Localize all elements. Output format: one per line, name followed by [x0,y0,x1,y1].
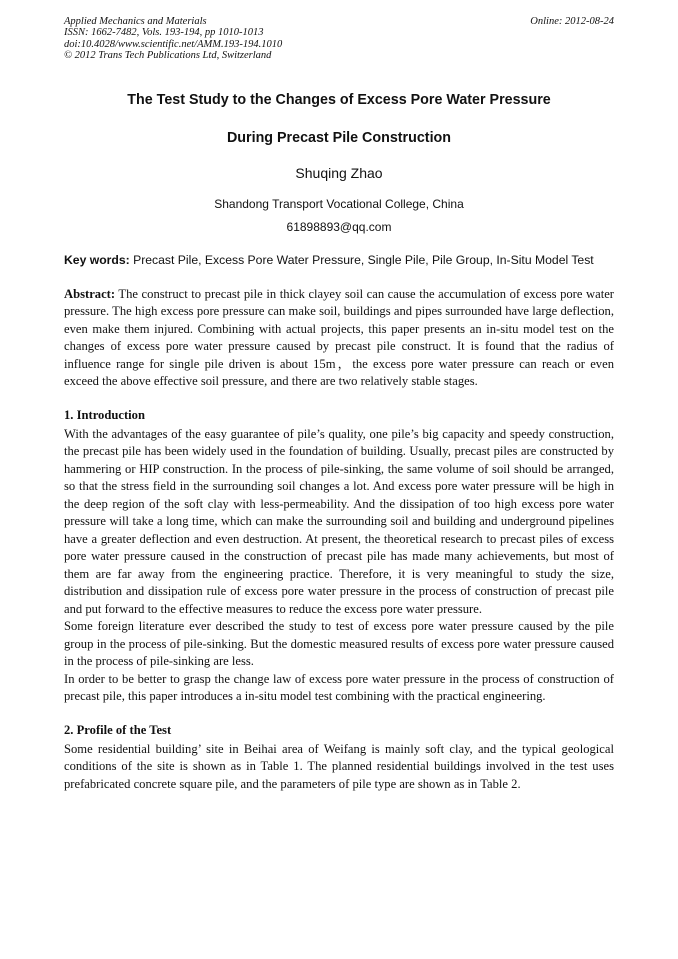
author-email: 61898893@qq.com [286,219,392,234]
section-heading-profile: 2. Profile of the Test [64,722,172,737]
journal-header [64,16,614,62]
keywords [64,253,614,267]
copyright-line: © 2012 Trans Tech Publications Ltd, Switzerland [64,50,272,62]
issn-line: ISSN: 1662-7482, Vols. 193-194, pp 1010-1013 [64,27,264,39]
abstract [64,286,614,391]
journal-name: Applied Mechanics and Materials [64,16,207,27]
intro-paragraph-1: With the advantages of the easy guarantee of pile’s quality, one pile’s big capacity and speedy construction, the precast pile has been widely used in the foundation of building. Usually, precast piles are constructed by hammering or HIP construction. In the process of pile-sinking, the same volume of soil should be arranged, so that the stress field in the surrounding soil changes a lot. And excess pore water pressure will be high in the deep region of the soft clay with less-permeability. And the dissipation of too high excess pore water pressure will take a long time, which can make the surrounding soil and building and underground pipelines have a greater deflection and even destruction. At present, the theoretical research to precast piles of excess pore water pressure caused in the construction of precast pile has made many achievements, but most of them are far away from the engineering practice. Therefore, it is very meaningful to study the size, distribution and dissipation rule of excess pore water pressure in the process of construction of precast pile and put forward to the effective measures to reduce the excess pore water pressure. [64,426,614,616]
paper-title-line-1: The Test Study to the Changes of Excess Pore Water Pressure [127,91,551,108]
online-date: Online: 2012-08-24 [530,16,614,27]
intro-paragraph-2: Some foreign literature ever described the study to test of excess pore water pressure caused by the pile group in the process of pile-sinking. But the domestic measured results of excess pore water pressure caused in the process of pile-sinking are less. [64,619,614,669]
abstract-text: The construct to precast pile in thick clayey soil can cause the accumulation of excess pore water pressure. The high excess pore pressure can make soil, buildings and pipes surrounded have large deflection, even make them injured. Combining with actual projects, this paper presents an in-situ model test on the changes of excess pore water pressure caused by precast pile construct. It is found that the radius of influence range for single pile driven is about 15m，the excess pore water pressure can reach or even exceed the above effective soil pressure, and there are two relatively stable stages. [64,286,614,389]
abstract-label: Abstract: [64,286,116,301]
section-heading-introduction: 1. Introduction [64,407,145,422]
author-name: Shuqing Zhao [295,164,383,181]
keywords-label: Key words: [64,252,130,267]
profile-paragraph-1: Some residential building’ site in Beihai area of Weifang is mainly soft clay, and the typical geological conditions of the site is shown as in Table 1. The planned residential buildings involved in the test uses prefabricated concrete square pile, and the parameters of pile type are shown as in Table 2. [64,741,614,791]
doi-line: doi:10.4028/www.scientific.net/AMM.193-194.1010 [64,38,283,50]
author-affiliation: Shandong Transport Vocational College, China [214,196,464,211]
paper-title-line-2: During Precast Pile Construction [226,129,452,146]
intro-paragraph-3: In order to be better to grasp the change law of excess pore water pressure in the process of construction of precast pile, this paper introduces a in-situ model test combining with the practical engineering. [64,671,614,704]
keywords-text: Precast Pile, Excess Pore Water Pressure, Single Pile, Pile Group, In-Situ Model Test [129,252,594,267]
